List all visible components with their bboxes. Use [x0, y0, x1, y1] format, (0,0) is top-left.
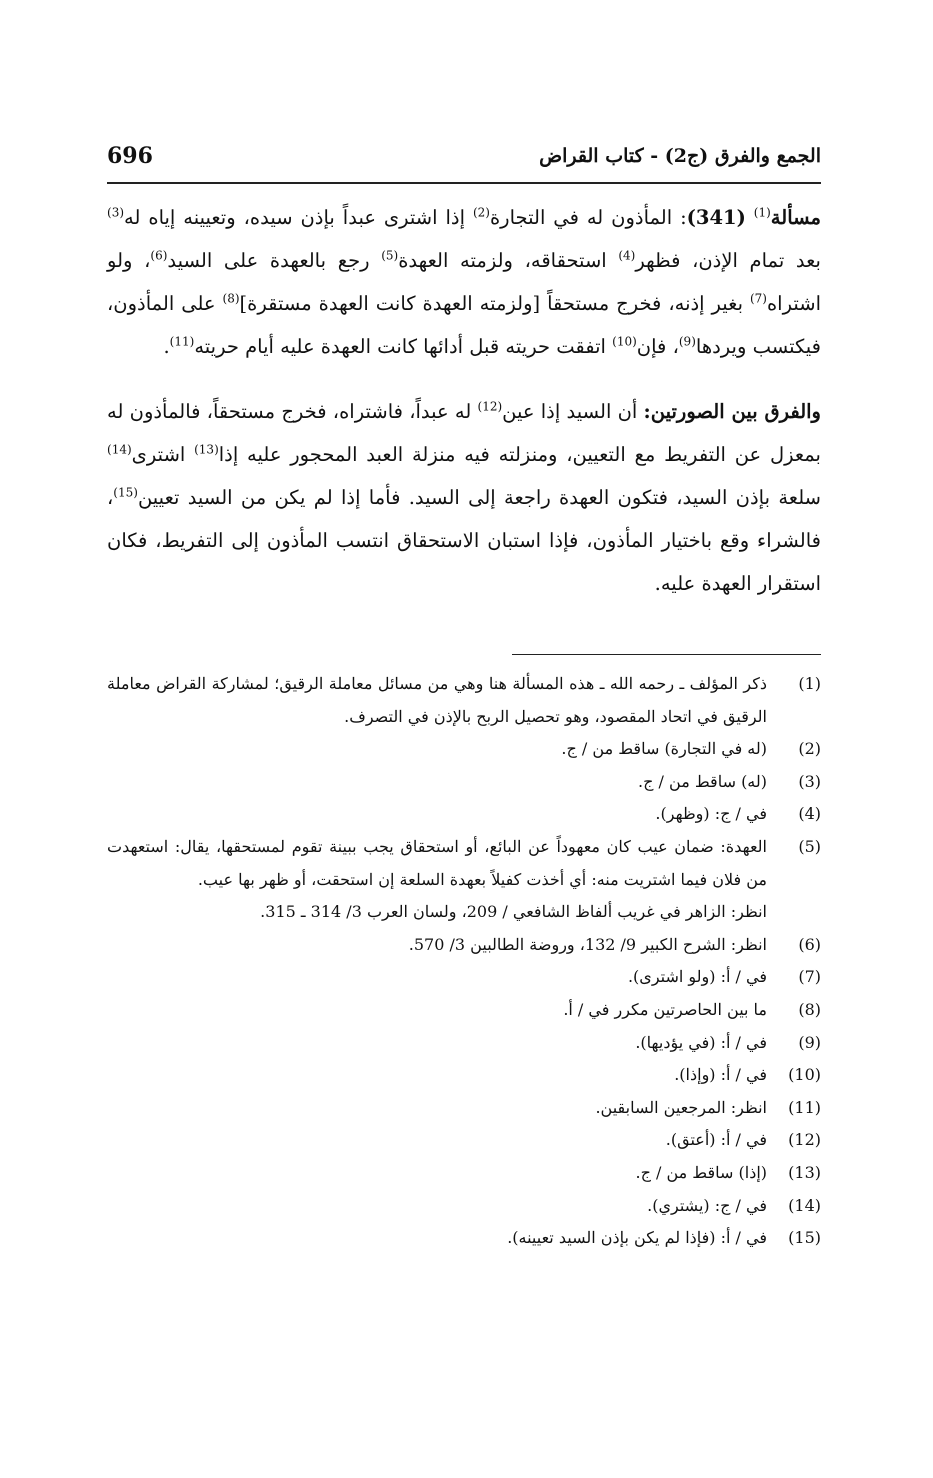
footnote-text: انظر: الشرح الكبير 9/ 132، وروضة الطالبين 3/ 570. — [408, 934, 767, 954]
footnote-item — [107, 961, 821, 994]
footnote-item — [107, 831, 821, 896]
footnote-text: (إذا) ساقط من / ج. — [635, 1162, 767, 1182]
footnote-item — [107, 1124, 821, 1157]
text-segment: ، فإن — [636, 335, 679, 358]
text-segment: إذا اشترى عبداً بإذن سيده، وتعيينه إياه له — [124, 206, 473, 229]
footnote-number: (14) — [788, 1195, 821, 1215]
footnote-reference-line: انظر: الزاهر في غريب ألفاظ الشافعي / 209، ولسان العرب 3/ 314 ـ 315. — [260, 902, 767, 922]
footnote-text: في / أ: (في يؤديها). — [635, 1032, 767, 1052]
text-segment: اشترى — [131, 443, 195, 466]
text-segment: سلعة بإذن السيد، فتكون العهدة راجعة إلى السيد. فأما إذا لم يكن من السيد تعيين — [137, 486, 821, 509]
footnote-text: انظر: المرجعين السابقين. — [595, 1097, 767, 1117]
footnote-item — [107, 929, 821, 962]
footnote-item — [107, 994, 821, 1027]
footnote-text: في / أ: (أعتق). — [665, 1130, 767, 1150]
footnote-item — [107, 1222, 821, 1255]
difference-text — [107, 400, 821, 595]
footnote-number: (3) — [798, 771, 821, 791]
footnote-ref: (13) — [194, 442, 219, 457]
footnote-ref: (1) — [753, 205, 771, 220]
footnote-ref: (4) — [618, 248, 636, 263]
issue-number: (341) — [686, 206, 746, 229]
text-segment: على المأذون، فيكتسب ويردها — [107, 292, 821, 358]
footnote-item — [107, 733, 821, 766]
footnote-ref: (10) — [612, 334, 637, 349]
text-segment: رجع بالعهدة على السيد — [167, 249, 382, 272]
footnote-number: (4) — [798, 804, 821, 824]
text-segment: ، ولو اشتراه — [107, 249, 821, 315]
footnote-text: ذكر المؤلف ـ رحمه الله ـ هذه المسألة هنا وهي من مسائل معاملة الرقيق؛ لمشاركة القراض معاملة الرقيق في اتحاد المقصود، وهو تحصيل الربح بالإذن في التصرف. — [107, 674, 767, 726]
footnote-number: (10) — [788, 1065, 821, 1085]
footnote-text: في / أ: (فإذا لم يكن بإذن السيد تعيينه). — [507, 1228, 767, 1248]
footnote-ref: (7) — [749, 291, 767, 306]
footnote-item — [107, 1092, 821, 1125]
footnote-ref: (8) — [222, 291, 240, 306]
footnote-ref: (9) — [678, 334, 696, 349]
footnote-number: (11) — [788, 1097, 821, 1117]
footnote-text: في / أ: (ولو اشترى). — [627, 967, 767, 987]
issue-label: مسألة — [770, 206, 821, 229]
footnote-text: (له في التجارة) ساقط من / ج. — [561, 739, 767, 759]
header-rule — [107, 182, 821, 184]
footnote-number: (6) — [798, 934, 821, 954]
footnote-number: (8) — [798, 999, 821, 1019]
text-segment: : المأذون له في التجارة — [489, 206, 687, 229]
footnote-rule — [512, 654, 821, 655]
footnote-item — [107, 766, 821, 799]
footnote-text: ما بين الحاصرتين مكرر في / أ. — [563, 999, 767, 1019]
footnote-ref: (15) — [113, 485, 138, 500]
issue-paragraph — [107, 196, 821, 368]
footnotes — [107, 668, 821, 1255]
footnote-text: (له) ساقط من / ج. — [638, 771, 767, 791]
footnote-ref: (5) — [381, 248, 399, 263]
text-segment: ، فالشراء وقع باختيار المأذون، فإذا استبان الاستحقاق انتسب المأذون إلى التفريط، فكان استقرار العهدة عليه. — [107, 486, 821, 595]
footnote-item — [107, 1027, 821, 1060]
footnote-number: (13) — [788, 1162, 821, 1182]
difference-label: والفرق بين الصورتين: — [643, 400, 821, 423]
text-segment: أن السيد إذا عين — [502, 400, 644, 423]
text-segment: اتفقت حريته قبل أدائها كانت العهدة عليه أيام حريته — [194, 335, 613, 358]
footnote-number: (2) — [798, 739, 821, 759]
main-text — [107, 196, 821, 605]
footnote-text: العهدة: ضمان عيب كان معهوداً عن البائع، أو استحقاق يجب ببينة تقوم لمستحقها، يقال: استعهدت من فلان فيما اشتريت منه: أي أخذت كفيلاً بعهدة السلعة إن استحقت، أو ظهر بها عيب. — [107, 836, 767, 889]
running-title: الجمع والفرق (ج2) - كتاب القراض — [539, 145, 821, 167]
footnote-item — [107, 798, 821, 831]
footnote-text: في / أ: (وإذا). — [674, 1065, 767, 1085]
footnote-item — [107, 1059, 821, 1092]
footnote-number: (7) — [798, 967, 821, 987]
footnote-number: (9) — [798, 1032, 821, 1052]
page-header — [107, 138, 821, 174]
text-segment: بعد تمام الإذن، فظهر — [635, 249, 821, 272]
text-segment: استحقاقه، ولزمته العهدة — [398, 249, 619, 272]
footnote-ref: (12) — [477, 399, 503, 414]
footnote-ref: (2) — [472, 205, 490, 220]
footnote-ref: (11) — [169, 334, 195, 349]
footnote-ref: (3) — [107, 205, 125, 220]
text-segment: له عبداً، فاشتراه، فخرج مستحقاً، فالمأذون له بمعزل عن التفريط مع التعيين، ومنزلته فيه منزلة العبد المحجور عليه إذا — [107, 400, 821, 466]
text-segment: بغير إذنه، فخرج مستحقاً [ولزمته العهدة كانت العهدة مستقرة] — [239, 292, 750, 315]
footnote-number: (15) — [788, 1228, 821, 1248]
footnote-ref: (6) — [150, 248, 168, 263]
footnote-item — [107, 668, 821, 733]
footnote-item — [107, 1190, 821, 1223]
page-number: 696 — [107, 143, 153, 169]
footnote-text: في / ج: (وظهر). — [655, 804, 767, 824]
footnote-number: (12) — [788, 1130, 821, 1150]
difference-paragraph — [107, 390, 821, 605]
footnote-text: في / ج: (يشتري). — [647, 1195, 767, 1215]
footnote-number: (1) — [798, 674, 821, 693]
footnote-item — [107, 1157, 821, 1190]
footnote-number: (5) — [798, 836, 821, 856]
text-segment: . — [163, 335, 170, 358]
footnote-ref: (14) — [107, 442, 132, 457]
